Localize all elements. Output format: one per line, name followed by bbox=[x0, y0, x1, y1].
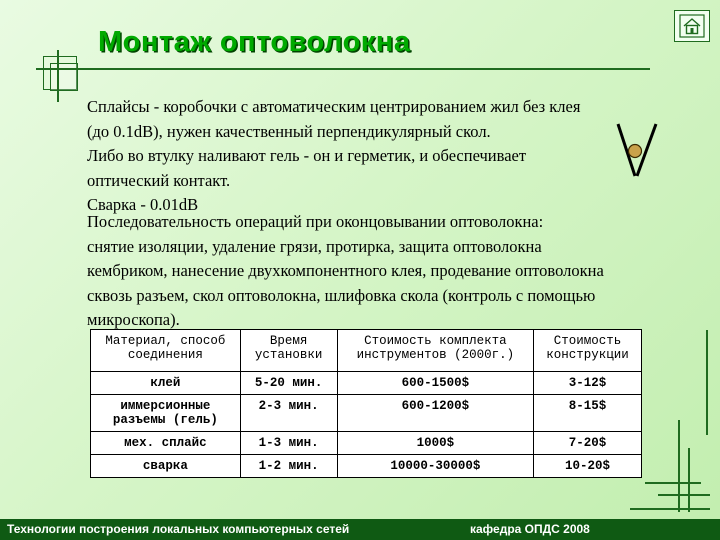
table-cell: 1-2 мин. bbox=[240, 455, 337, 478]
table-header-row bbox=[91, 330, 642, 372]
text-line: кембриком, нанесение двухкомпонентного клея, продевание оптоволокна bbox=[87, 261, 604, 280]
table-cell: 1000$ bbox=[337, 432, 533, 455]
decorative-line bbox=[688, 448, 690, 512]
decorative-line bbox=[645, 482, 701, 484]
table-cell: 600-1500$ bbox=[337, 372, 533, 395]
footer-bar bbox=[0, 519, 720, 540]
title-underline bbox=[36, 68, 650, 70]
table-cell: 10-20$ bbox=[534, 455, 642, 478]
footer-course-title: Технологии построения локальных компьютерных сетей bbox=[7, 522, 350, 536]
table-row bbox=[91, 455, 642, 478]
decorative-line bbox=[706, 330, 708, 435]
connection-methods-table bbox=[90, 329, 642, 478]
table-cell: 1-3 мин. bbox=[240, 432, 337, 455]
table-cell: 600-1200$ bbox=[337, 395, 533, 432]
decorative-line bbox=[678, 420, 680, 512]
paragraph-splices bbox=[87, 95, 667, 218]
slide-title: Монтаж оптоволокна bbox=[98, 26, 411, 58]
decorative-vertical-rule bbox=[57, 50, 59, 102]
table-cell: сварка bbox=[91, 455, 241, 478]
text-line: сквозь разъем, скол оптоволокна, шлифовка скола (контроль с помощью bbox=[87, 285, 596, 305]
text-line: Сварка - 0.01dB bbox=[87, 195, 199, 214]
text-line: микроскопа). bbox=[87, 310, 180, 329]
table-row bbox=[91, 395, 642, 432]
header-cell: Время установки bbox=[240, 330, 337, 372]
table-cell: 10000-30000$ bbox=[337, 455, 533, 478]
footer-department: кафедра ОПДС 2008 bbox=[470, 522, 590, 536]
text-line: оптический контакт. bbox=[87, 170, 231, 190]
header-cell: Материал, способ соединения bbox=[91, 330, 241, 372]
text-line: (до 0.1dB), нужен качественный перпендикулярный скол. bbox=[87, 121, 491, 141]
text-line: Сплайсы - коробочки с автоматическим центрированием жил без клея bbox=[87, 97, 581, 116]
home-button[interactable] bbox=[674, 10, 710, 42]
header-cell: Стоимость конструкции bbox=[534, 330, 642, 372]
home-icon bbox=[679, 14, 705, 38]
table-cell: 7-20$ bbox=[534, 432, 642, 455]
table-cell: 8-15$ bbox=[534, 395, 642, 432]
decorative-line bbox=[658, 494, 710, 496]
table-row bbox=[91, 372, 642, 395]
header-cell: Стоимость комплекта инструментов (2000г.) bbox=[337, 330, 533, 372]
table-cell: иммерсионные разъемы (гель) bbox=[91, 395, 241, 432]
table-cell: клей bbox=[91, 372, 241, 395]
text-line: снятие изоляции, удаление грязи, протирка, защита оптоволокна bbox=[87, 236, 542, 256]
paragraph-termination bbox=[87, 210, 667, 333]
table-cell: 5-20 мин. bbox=[240, 372, 337, 395]
v-groove-fiber-icon bbox=[614, 122, 660, 178]
table-row bbox=[91, 432, 642, 455]
decorative-line bbox=[630, 508, 710, 510]
table-cell: 3-12$ bbox=[534, 372, 642, 395]
text-line: Последовательность операций при оконцовывании оптоволокна: bbox=[87, 212, 544, 231]
table-cell: 2-3 мин. bbox=[240, 395, 337, 432]
table-cell: мех. сплайс bbox=[91, 432, 241, 455]
text-line: Либо во втулку наливают гель - он и герметик, и обеспечивает bbox=[87, 146, 527, 165]
